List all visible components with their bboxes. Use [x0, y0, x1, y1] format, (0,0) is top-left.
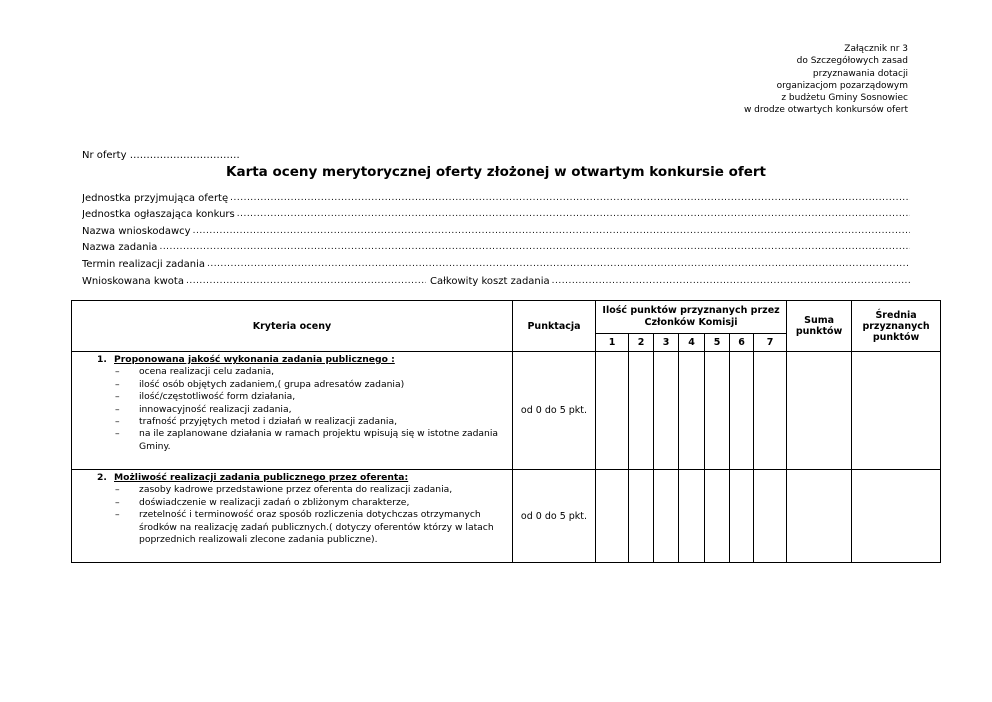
points-range: od 0 do 5 pkt. — [513, 470, 596, 563]
announcing-unit-label: Jednostka ogłaszająca konkurs — [82, 209, 235, 221]
sum-cell[interactable] — [787, 352, 852, 470]
score-cell[interactable] — [596, 352, 629, 470]
member-number: 1 — [596, 333, 629, 351]
attachment-line: w drodze otwartych konkursów ofert — [743, 105, 908, 116]
receiving-unit-dots — [230, 192, 910, 204]
member-number: 6 — [730, 333, 754, 351]
average-header: Średnia przyznanych punktów — [852, 301, 941, 352]
criterion-title: Proponowana jakość wykonania zadania publicznego : — [114, 354, 395, 365]
task-name-label: Nazwa zadania — [82, 242, 158, 254]
score-cell[interactable] — [679, 470, 705, 563]
score-cell[interactable] — [730, 470, 754, 563]
applicant-name-label: Nazwa wnioskodawcy — [82, 225, 191, 237]
score-cell[interactable] — [679, 352, 705, 470]
task-deadline-field — [82, 253, 910, 270]
criterion-number: 2. — [97, 472, 107, 483]
score-cell[interactable] — [730, 352, 754, 470]
list-item: – zasoby kadrowe przedstawione przez oferenta do realizacji zadania, — [115, 484, 504, 496]
member-number: 5 — [705, 333, 730, 351]
score-cell[interactable] — [754, 352, 787, 470]
header-fields — [82, 187, 910, 287]
member-number: 4 — [679, 333, 705, 351]
sum-cell[interactable] — [787, 470, 852, 563]
criterion-items — [98, 366, 504, 453]
task-name-field — [82, 237, 910, 254]
offer-number-field: Nr oferty …………………………… — [82, 150, 240, 161]
member-number: 3 — [654, 333, 679, 351]
average-cell[interactable] — [852, 470, 941, 563]
receiving-unit-field — [82, 187, 910, 204]
requested-amount-dots — [186, 275, 426, 287]
score-cell[interactable] — [705, 352, 730, 470]
members-header: Ilość punktów przyznanych przez Członków Komisji — [596, 301, 787, 334]
attachment-line: organizacjom pozarządowym — [776, 80, 908, 91]
attachment-note — [588, 43, 908, 117]
criterion-cell — [72, 470, 513, 563]
sum-header: Suma punktów — [787, 301, 852, 352]
attachment-line: przyznawania dotacji — [812, 68, 908, 79]
task-deadline-label: Termin realizacji zadania — [82, 258, 205, 270]
average-cell[interactable] — [852, 352, 941, 470]
criteria-table — [71, 300, 941, 563]
total-cost-dots — [552, 275, 910, 287]
announcing-unit-dots — [237, 208, 910, 220]
applicant-name-field — [82, 220, 910, 237]
list-item: – trafność przyjętych metod i działań w realizacji zadania, — [115, 416, 504, 428]
criterion-items — [98, 484, 504, 546]
criterion-title: Możliwość realizacji zadania publicznego przez oferenta: — [114, 472, 409, 483]
receiving-unit-label: Jednostka przyjmująca ofertę — [82, 192, 229, 204]
amount-field — [82, 270, 910, 287]
points-header: Punktacja — [513, 301, 596, 352]
criterion-number: 1. — [97, 354, 107, 365]
list-item: – na ile zaplanowane działania w ramach projektu wpisują się w istotne zadania Gminy. — [115, 428, 504, 453]
score-cell[interactable] — [654, 470, 679, 563]
score-cell[interactable] — [596, 470, 629, 563]
list-item: – innowacyjność realizacji zadania, — [115, 404, 504, 416]
attachment-line: do Szczegółowych zasad — [796, 56, 908, 67]
table-row — [72, 352, 941, 470]
total-cost-label: Całkowity koszt zadania — [429, 275, 550, 287]
list-item: – ilość/częstotliwość form działania, — [115, 391, 504, 403]
table-row — [72, 470, 941, 563]
score-cell[interactable] — [705, 470, 730, 563]
list-item: – ilość osób objętych zadaniem,( grupa adresatów zadania) — [115, 379, 504, 391]
announcing-unit-field — [82, 204, 910, 221]
score-cell[interactable] — [654, 352, 679, 470]
criterion-cell — [72, 352, 513, 470]
task-deadline-dots — [207, 258, 910, 270]
attachment-line: z budżetu Gminy Sosnowiec — [781, 93, 908, 104]
list-item: – doświadczenie w realizacji zadań o zbliżonym charakterze, — [115, 497, 504, 509]
list-item: – rzetelność i terminowość oraz sposób rozliczenia dotychczas otrzymanych środków na realizację zadań publicznych.( dotyczy oferentów którzy w latach poprzednich realizowali zlecone zadania publiczne). — [115, 509, 504, 546]
applicant-name-dots — [193, 225, 910, 237]
score-cell[interactable] — [754, 470, 787, 563]
points-range: od 0 do 5 pkt. — [513, 352, 596, 470]
score-cell[interactable] — [629, 352, 654, 470]
task-name-dots — [159, 241, 910, 253]
attachment-line: Załącznik nr 3 — [844, 44, 908, 54]
list-item: – ocena realizacji celu zadania, — [115, 366, 504, 378]
page-title: Karta oceny merytorycznej oferty złożonej w otwartym konkursie ofert — [226, 164, 766, 180]
member-number: 7 — [754, 333, 787, 351]
score-cell[interactable] — [629, 470, 654, 563]
requested-amount-label: Wnioskowana kwota — [82, 275, 184, 287]
criteria-header: Kryteria oceny — [72, 301, 513, 352]
member-number: 2 — [629, 333, 654, 351]
